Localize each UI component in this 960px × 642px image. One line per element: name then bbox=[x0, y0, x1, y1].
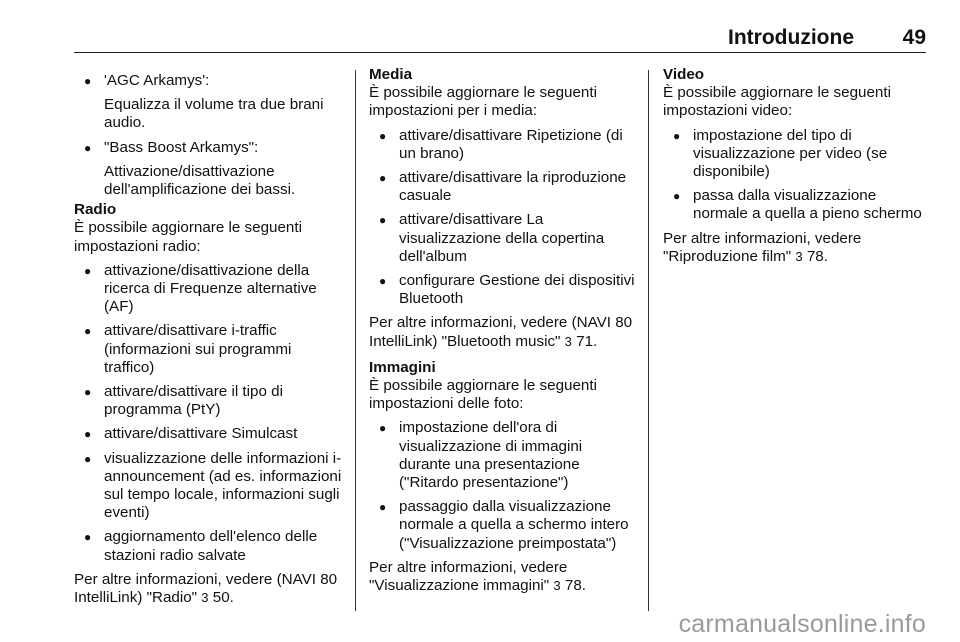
column-divider-1 bbox=[355, 70, 356, 611]
reference-arrow-icon: 3 bbox=[201, 590, 209, 606]
images-section bbox=[369, 359, 635, 595]
section-heading: Media bbox=[369, 66, 413, 83]
section-footer: Per altre informazioni, vedere (NAVI 80 IntelliLink) "Radio" 3 50. bbox=[74, 570, 338, 607]
list-item: ● passaggio dalla visualizzazione normale a quella a schermo intero ("Visualizzazione preimpostata") bbox=[369, 498, 635, 553]
video-list bbox=[663, 127, 929, 224]
item-label: 'AGC Arkamys': bbox=[104, 72, 210, 89]
list-item: ● attivare/disattivare il tipo di programma (PtY) bbox=[74, 383, 342, 419]
section-intro: È possibile aggiornare le seguenti impostazioni per i media: bbox=[369, 84, 597, 120]
column-1 bbox=[74, 66, 342, 607]
section-intro: È possibile aggiornare le seguenti impostazioni delle foto: bbox=[369, 377, 597, 413]
media-section bbox=[369, 66, 635, 351]
section-heading: Immagini bbox=[369, 358, 436, 376]
item-label: "Bass Boost Arkamys": bbox=[104, 138, 259, 156]
section-intro: È possibile aggiornare le seguenti impostazioni radio: bbox=[74, 219, 302, 255]
page-reference[interactable]: 50. bbox=[212, 589, 234, 607]
reference-arrow-icon: 3 bbox=[795, 248, 803, 264]
media-list bbox=[369, 127, 635, 309]
list-item: ● aggiornamento dell'elenco delle stazioni radio salvate bbox=[74, 528, 342, 564]
page-title: Introduzione bbox=[728, 26, 854, 49]
list-item: ● attivare/disattivare la riproduzione casuale bbox=[369, 169, 635, 205]
item-description: Equalizza il volume tra due brani audio. bbox=[104, 96, 324, 132]
reference-arrow-icon: 3 bbox=[553, 578, 561, 594]
images-list bbox=[369, 419, 635, 552]
section-intro: È possibile aggiornare le seguenti impostazioni video: bbox=[663, 84, 891, 120]
page-reference[interactable]: 78. bbox=[564, 577, 587, 595]
page-header bbox=[74, 26, 926, 53]
page-reference[interactable]: 78. bbox=[806, 247, 828, 265]
reference-arrow-icon: 3 bbox=[564, 333, 572, 349]
column-divider-2 bbox=[648, 70, 649, 611]
list-item: ● attivare/disattivare Simulcast bbox=[74, 425, 342, 443]
page-reference[interactable]: 71. bbox=[576, 332, 598, 350]
list-item: ● attivare/disattivare i-traffic (informazioni sui programmi traffico) bbox=[74, 322, 342, 377]
section-footer: Per altre informazioni, vedere "Visualizzazione immagini" 3 78. bbox=[369, 558, 587, 595]
list-item: ● attivare/disattivare Ripetizione (di un brano) bbox=[369, 127, 635, 163]
section-heading: Video bbox=[663, 66, 705, 83]
page-number: 49 bbox=[902, 26, 926, 49]
video-section bbox=[663, 66, 929, 266]
list-item: ● attivare/disattivare La visualizzazione della copertina dell'album bbox=[369, 211, 635, 266]
list-item: ● impostazione del tipo di visualizzazione per video (se disponibile) bbox=[663, 127, 929, 182]
list-item bbox=[74, 139, 342, 157]
intro-list-2 bbox=[74, 139, 342, 157]
list-item: ● passa dalla visualizzazione normale a quella a pieno schermo bbox=[663, 187, 929, 223]
list-item: ● impostazione dell'ora di visualizzazione di immagini durante una presentazione ("Ritardo presentazione") bbox=[369, 419, 635, 492]
column-2 bbox=[369, 66, 635, 595]
section-footer: Per altre informazioni, vedere "Riproduzione film" 3 78. bbox=[663, 229, 862, 265]
list-item: ● visualizzazione delle informazioni i-announcement (ad es. informazioni sul tempo locale, informazioni sugli eventi) bbox=[74, 450, 342, 523]
column-3 bbox=[663, 66, 929, 266]
section-heading: Radio bbox=[74, 201, 117, 219]
list-item: ● attivazione/disattivazione della ricerca di Frequenze alternative (AF) bbox=[74, 262, 342, 317]
radio-section bbox=[74, 201, 342, 607]
list-item: ● configurare Gestione dei dispositivi Bluetooth bbox=[369, 272, 635, 308]
intro-list bbox=[74, 72, 342, 90]
list-item bbox=[74, 72, 342, 90]
section-footer: Per altre informazioni, vedere (NAVI 80 IntelliLink) "Bluetooth music" 3 71. bbox=[369, 314, 633, 350]
watermark: carmanualsonline.info bbox=[678, 610, 926, 638]
item-description: Attivazione/disattivazione dell'amplificazione dei bassi. bbox=[104, 162, 296, 199]
radio-list bbox=[74, 262, 342, 565]
